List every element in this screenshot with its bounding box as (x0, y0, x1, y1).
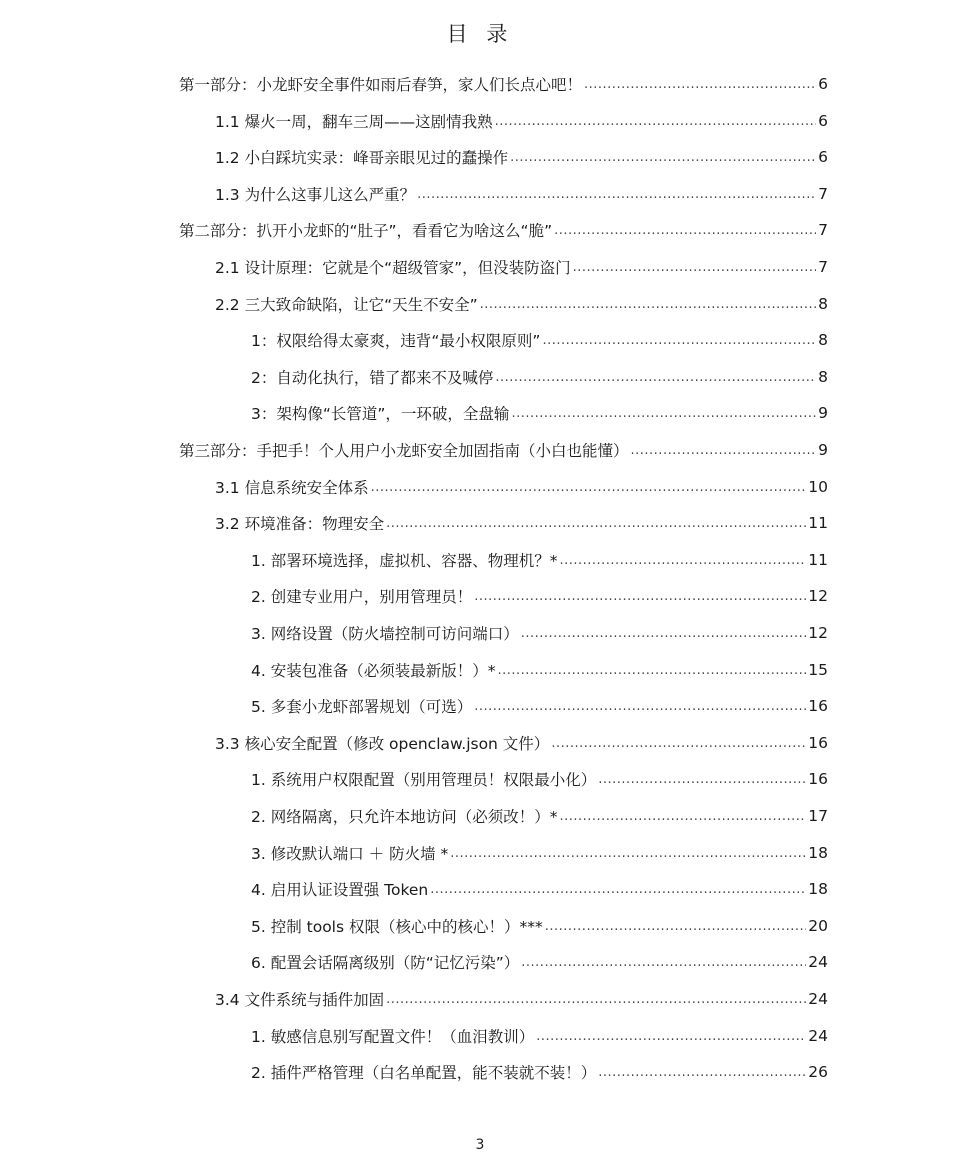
toc-entry-page: 26 (808, 1063, 828, 1082)
toc-entry-title: 1：权限给得太豪爽，违背“最小权限原则” (251, 332, 541, 351)
toc-entry-title: 第三部分：手把手！个人用户小龙虾安全加固指南（小白也能懂） (179, 442, 629, 460)
toc-entry[interactable] (251, 691, 828, 721)
toc-entry-title: 1. 敏感信息别写配置文件！（血泪教训） (251, 1027, 535, 1046)
toc-entry-page: 6 (818, 75, 828, 93)
toc-entry[interactable] (251, 911, 828, 941)
toc-dot-leader (573, 260, 816, 282)
page-number: 3 (475, 1137, 485, 1153)
toc-entry-page: 8 (818, 331, 828, 350)
toc-entry[interactable] (251, 801, 828, 831)
toc-dot-leader (495, 114, 817, 136)
toc-entry-page: 6 (818, 111, 828, 130)
toc-entry-page: 17 (808, 807, 828, 825)
toc-dot-leader (430, 882, 806, 904)
toc-entry[interactable] (251, 874, 828, 904)
toc-entry-title: 4. 安装包准备（必须装最新版！）* (251, 661, 496, 680)
toc-entry-page: 24 (808, 1026, 828, 1045)
toc-dot-leader (450, 846, 806, 868)
toc-entry[interactable] (251, 362, 828, 392)
toc-entry-page: 18 (808, 843, 828, 862)
toc-entry-title: 1.1 爆火一周，翻车三周——这剧情我熟 (215, 112, 493, 131)
toc-entry-title: 3. 网络设置（防火墙控制可访问端口） (251, 625, 519, 643)
toc-dot-leader (598, 1065, 806, 1087)
toc-entry-page: 12 (808, 624, 828, 642)
toc-entry-title: 第一部分：小龙虾安全事件如雨后春笋，家人们长点心吧！ (179, 76, 583, 94)
toc-entry-title: 2. 创建专业用户，别用管理员！ (251, 588, 473, 607)
toc-entry[interactable] (251, 1057, 828, 1087)
toc-entry-title: 第二部分：扒开小龙虾的“肚子”，看看它为啥这么“脆” (179, 222, 553, 241)
toc-dot-leader (545, 919, 807, 941)
toc-entry-title: 2. 网络隔离，只允许本地访问（必须改！）* (251, 808, 558, 826)
toc-dot-leader (417, 187, 816, 209)
toc-dot-leader (510, 150, 816, 172)
toc-entry-title: 4. 启用认证设置强 Token (251, 881, 429, 900)
toc-dot-leader (386, 992, 806, 1014)
toc-dot-leader (584, 77, 816, 99)
toc-entry-page: 16 (808, 733, 828, 752)
toc-entry-page: 6 (818, 148, 828, 167)
toc-entry[interactable] (215, 728, 828, 758)
toc-entry[interactable] (215, 984, 828, 1014)
toc-entry-title: 3.2 环境准备：物理安全 (215, 515, 385, 534)
toc-entry[interactable] (215, 106, 828, 136)
toc-entry-title: 5. 多套小龙虾部署规划（可选） (251, 698, 473, 717)
toc-entry-title: 5. 控制 tools 权限（核心中的核心！）*** (251, 917, 543, 936)
toc-entry-title: 3.3 核心安全配置（修改 openclaw.json 文件） (215, 734, 550, 753)
toc-entry[interactable] (215, 508, 828, 538)
toc-entry[interactable] (251, 1021, 828, 1051)
toc-entry-page: 10 (808, 477, 828, 496)
toc-entry-title: 3：架构像“长管道”，一环破，全盘输 (251, 405, 510, 424)
toc-entry-title: 3. 修改默认端口 ＋ 防火墙 * (251, 844, 449, 863)
toc-entry[interactable] (179, 69, 828, 99)
toc-entry[interactable] (215, 289, 828, 319)
toc-entry-title: 1.3 为什么这事儿这么严重？ (215, 185, 416, 204)
toc-dot-leader (511, 406, 816, 428)
toc-entry-page: 16 (808, 697, 828, 716)
toc-entry-title: 3.1 信息系统安全体系 (215, 478, 369, 497)
toc-dot-leader (474, 699, 806, 721)
toc-entry[interactable] (251, 618, 828, 648)
toc-entry-title: 2.1 设计原理：它就是个“超级管家”，但没装防盗门 (215, 259, 571, 277)
toc-dot-leader (551, 736, 806, 758)
toc-entry[interactable] (251, 655, 828, 685)
toc-entry-page: 24 (808, 990, 828, 1008)
toc-entry[interactable] (251, 947, 828, 977)
toc-entry-title: 2：自动化执行，错了都来不及喊停 (251, 368, 494, 387)
toc-entry-page: 7 (818, 184, 828, 203)
toc-dot-leader (536, 1029, 806, 1051)
toc-dot-leader (521, 955, 806, 977)
toc-dot-leader (497, 663, 806, 685)
toc-entry[interactable] (251, 838, 828, 868)
toc-entry-title: 1.2 小白踩坑实录：峰哥亲眼见过的蠢操作 (215, 149, 509, 168)
toc-entry[interactable] (215, 142, 828, 172)
toc-dot-leader (554, 223, 816, 245)
toc-entry-page: 8 (818, 367, 828, 386)
toc-entry-page: 24 (808, 953, 828, 972)
toc-dot-leader (559, 553, 806, 575)
toc-dot-leader (598, 772, 806, 794)
toc-entry-title: 2.2 三大致命缺陷，让它“天生不安全” (215, 295, 478, 314)
toc-entry-page: 18 (808, 880, 828, 899)
toc-entry[interactable] (251, 325, 828, 355)
toc-dot-leader (631, 443, 817, 465)
toc-entry-title: 3.4 文件系统与插件加固 (215, 991, 385, 1009)
toc-entry-page: 9 (818, 404, 828, 423)
toc-entry[interactable] (215, 472, 828, 502)
toc-entry[interactable] (215, 179, 828, 209)
toc-entry-page: 11 (808, 550, 828, 569)
toc-entry-page: 9 (818, 441, 828, 459)
toc-entry-title: 1. 部署环境选择，虚拟机、容器、物理机？* (251, 551, 558, 570)
toc-entry-page: 7 (818, 258, 828, 276)
toc-title: 目 录 (446, 22, 514, 46)
toc-entry-page: 16 (808, 770, 828, 789)
toc-dot-leader (559, 809, 806, 831)
toc-entry[interactable] (251, 764, 828, 794)
toc-entry-page: 8 (818, 294, 828, 313)
toc-entry-page: 12 (808, 587, 828, 606)
toc-dot-leader (495, 370, 816, 392)
toc-entry-page: 20 (808, 916, 828, 935)
toc-dot-leader (474, 589, 806, 611)
toc-entry[interactable] (215, 252, 828, 282)
toc-entry-title: 2. 插件严格管理（白名单配置，能不装就不装！） (251, 1064, 597, 1083)
toc-entry-page: 15 (808, 660, 828, 679)
toc-entry[interactable] (179, 435, 828, 465)
toc-entry[interactable] (179, 215, 828, 245)
toc-entry-page: 11 (808, 514, 828, 533)
toc-entry-title: 6. 配置会话隔离级别（防“记忆污染”） (251, 954, 520, 973)
toc-dot-leader (371, 480, 807, 502)
toc-dot-leader (480, 297, 816, 319)
toc-entry[interactable] (251, 545, 828, 575)
toc-entry[interactable] (251, 581, 828, 611)
toc-dot-leader (386, 516, 806, 538)
toc-entry-page: 7 (818, 221, 828, 240)
toc-entry[interactable] (251, 398, 828, 428)
toc-dot-leader (521, 626, 807, 648)
toc-entry-title: 1. 系统用户权限配置（别用管理员！权限最小化） (251, 771, 597, 790)
toc-dot-leader (542, 333, 816, 355)
